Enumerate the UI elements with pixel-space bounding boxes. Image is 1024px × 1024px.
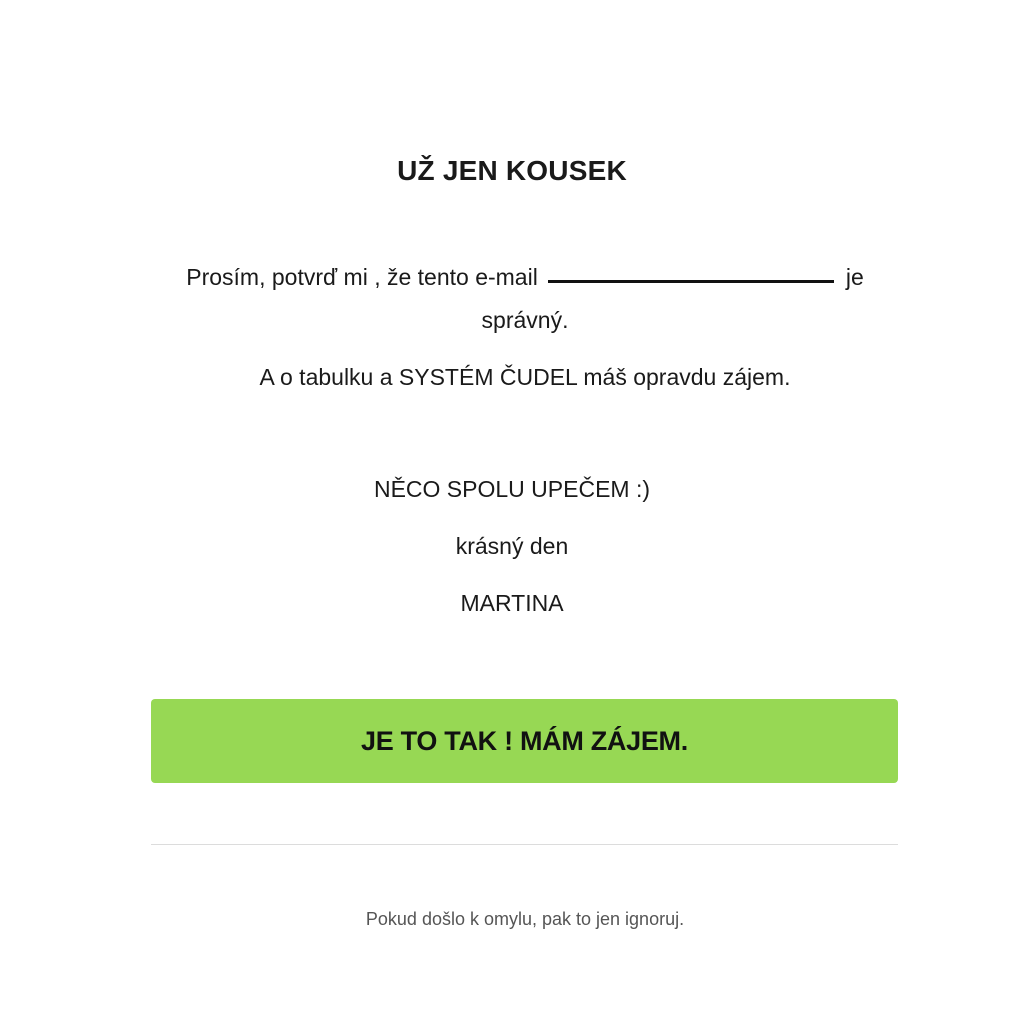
confirm-button-label: JE TO TAK ! MÁM ZÁJEM.	[361, 725, 688, 756]
signature-name: MARTINA	[460, 590, 564, 616]
sign-off-line: NĚCO SPOLU UPEČEM :)	[373, 476, 651, 502]
confirm-email-paragraph	[150, 256, 900, 342]
greeting-line: krásný den	[455, 533, 569, 559]
confirm-text-after-email: je správný.	[481, 264, 864, 333]
footer-note: Pokud došlo k omylu, pak to jen ignoruj.	[365, 909, 685, 929]
confirm-subscription-button[interactable]	[151, 699, 898, 783]
page-heading: UŽ JEN KOUSEK	[397, 155, 627, 186]
confirm-text-before-email: Prosím, potvrď mi , že tento e-mail	[186, 264, 538, 290]
interest-paragraph: A o tabulku a SYSTÉM ČUDEL máš opravdu zájem.	[259, 364, 791, 390]
email-placeholder-line	[548, 280, 834, 283]
divider	[151, 844, 898, 845]
